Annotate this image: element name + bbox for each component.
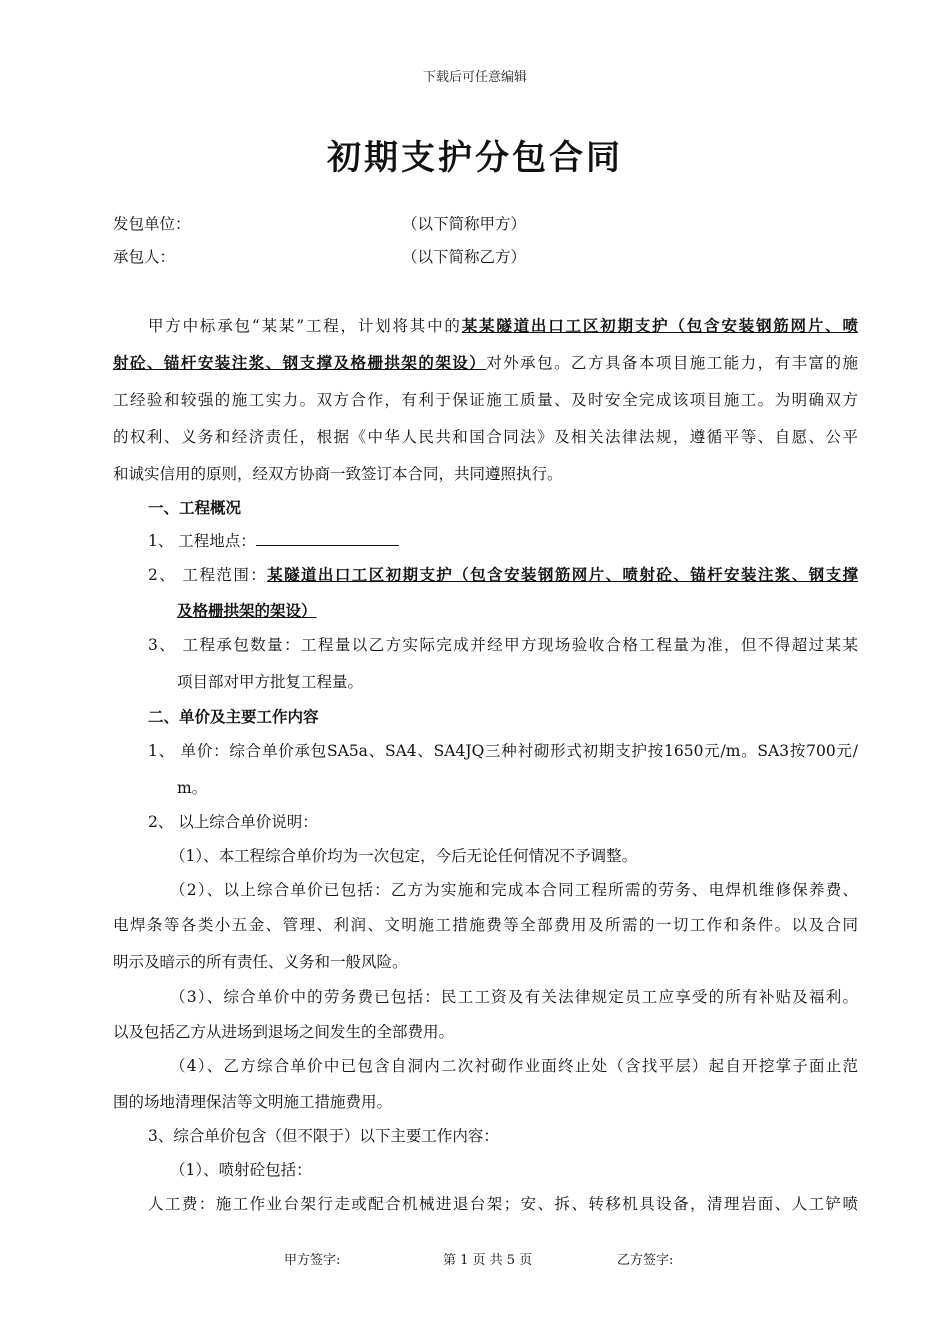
s1-item-1: 1、 工程地点： <box>148 530 399 552</box>
intro-line-4: 的权利、义务和经济责任，根据《中华人民共和国合同法》及相关法律法规，遵循平等、自愿、公平 <box>113 428 858 446</box>
s2-para-4-cont: 围的场地清理保洁等文明施工措施费用。 <box>113 1093 393 1111</box>
s2-item-1-cont: m。 <box>177 779 208 797</box>
s1-item-2: 2、 工程范围：某隧道出口工区初期支护（包含安装钢筋网片、喷射砼、锚杆安装注浆、钢支撑 <box>148 565 858 584</box>
employer-note: （以下简称甲方） <box>402 215 527 233</box>
intro-line-1: 甲方中标承包“某某”工程，计划将其中的某某隧道出口工区初期支护（包含安装钢筋网片、喷 <box>148 316 858 335</box>
s2-item-2: 2、 以上综合单价说明： <box>148 813 318 831</box>
s1-item-2-cont: 及格栅拱架的架设） <box>177 601 317 620</box>
party-b-signature: 乙方签字: <box>617 1253 674 1268</box>
section-1-heading: 一、工程概况 <box>148 498 242 517</box>
intro-line-2: 射砼、锚杆安装注浆、钢支撑及格栅拱架的架设）对外承包。乙方具备本项目施工能力，有丰富的施 <box>113 353 858 372</box>
s2-para-2: （2）、以上综合单价已包括：乙方为实施和完成本合同工程所需的劳务、电焊机维修保养费、 <box>170 881 858 899</box>
employer-label: 发包单位： <box>113 215 191 233</box>
contractor-note: （以下简称乙方） <box>402 248 527 266</box>
s2-para-2-end: 明示及暗示的所有责任、义务和一般风险。 <box>113 953 408 971</box>
s2-item-3-sub-1: （1）、喷射砼包括： <box>170 1161 312 1179</box>
s2-labor-line: 人工费：施工作业台架行走或配合机械进退台架；安、拆、转移机具设备，清理岩面、人工铲喷 <box>148 1195 858 1213</box>
page-title: 初期支护分包合同 <box>327 138 623 178</box>
s2-item-1: 1、 单价：综合单价承包SA5a、SA4、SA4JQ三种衬砌形式初期支护按1650元/m。SA3按700元/ <box>148 742 858 760</box>
location-blank <box>256 530 399 546</box>
intro-line-5: 和诚实信用的原则，经双方协商一致签订本合同，共同遵照执行。 <box>113 465 563 483</box>
contractor-label: 承包人： <box>113 248 176 266</box>
party-a-signature: 甲方签字: <box>284 1253 341 1268</box>
header-note: 下载后可任意编辑 <box>422 70 527 85</box>
s1-item-3-cont: 项目部对甲方批复工程量。 <box>177 673 364 691</box>
s2-para-2-cont: 电焊条等各类小五金、管理、利润、文明施工措施费等全部费用及所需的一切工作和条件。以及合同 <box>113 916 858 934</box>
s2-para-3: （3）、综合单价中的劳务费已包括：民工工资及有关法律规定员工应享受的所有补贴及福利。 <box>170 988 858 1006</box>
s2-para-4: （4）、乙方综合单价中已包含自洞内二次衬砌作业面终止处（含找平层）起自开挖掌子面止范 <box>170 1057 858 1075</box>
intro-line-3: 工经验和较强的施工实力。双方合作，有利于保证施工质量、及时安全完成该项目施工。为明确双方 <box>113 391 858 409</box>
s1-item-3: 3、 工程承包数量：工程量以乙方实际完成并经甲方现场验收合格工程量为准，但不得超过某某 <box>148 636 858 654</box>
s2-para-1: （1）、本工程综合单价均为一次包定，今后无论任何情况不予调整。 <box>170 847 638 865</box>
s2-item-3: 3、综合单价包含（但不限于）以下主要工作内容： <box>148 1127 499 1145</box>
s2-para-3-cont: 以及包括乙方从进场到退场之间发生的全部费用。 <box>113 1023 455 1041</box>
section-2-heading: 二、单价及主要工作内容 <box>148 707 319 726</box>
page-number: 第 1 页 共 5 页 <box>443 1253 533 1268</box>
